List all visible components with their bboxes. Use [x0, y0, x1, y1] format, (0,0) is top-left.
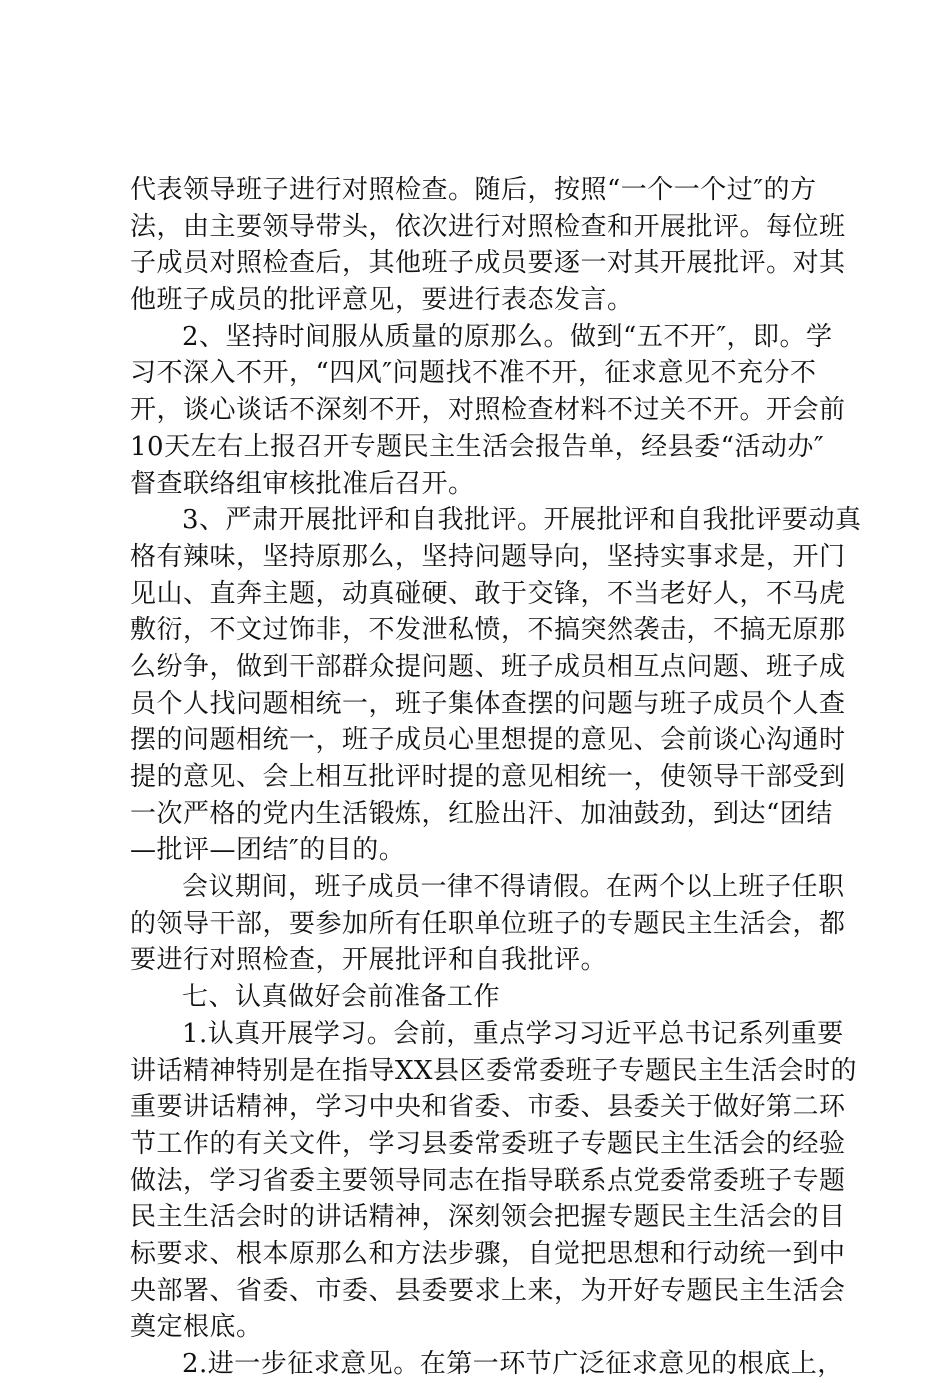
text-line: 重要讲话精神，学习中央和省委、市委、县委关于做好第二环 — [130, 1092, 846, 1123]
paragraph-start-line: 2.进一步征求意见。在第一环节广泛征求意见的根底上， — [182, 1349, 844, 1379]
text-line: 摆的问题相统一，班子成员心里想提的意见、会前谈心沟通时 — [130, 725, 846, 756]
text-line: 节工作的有关文件，学习县委常委班子专题民主生活会的经验 — [130, 1128, 846, 1159]
text-line: 做法，学习省委主要领导同志在指导联系点党委常委班子专题 — [130, 1165, 846, 1196]
text-line: 敷衍，不文过饰非，不发泄私愤，不搞突然袭击，不搞无原那 — [130, 615, 846, 646]
text-line: 一次严格的党内生活锻炼，红脸出汗、加油鼓劲，到达“团结 — [130, 798, 833, 829]
text-line: 他班子成员的批评意见，要进行表态发言。 — [130, 285, 634, 316]
text-line: 员个人找问题相统一，班子集体查摆的问题与班子成员个人查 — [130, 688, 846, 719]
text-line: 格有辣味，坚持原那么，坚持问题导向，坚持实事求是，开门 — [130, 541, 846, 572]
paragraph-start-line: 会议期间，班子成员一律不得请假。在两个以上班子任职 — [182, 872, 845, 903]
text-line: 的领导干部，要参加所有任职单位班子的专题民主生活会，都 — [130, 908, 846, 939]
paragraph-start-line: 2、坚持时间服从质量的原那么。做到“五不开″，即。学 — [182, 321, 833, 352]
text-line: 督查联络组审核批准后召开。 — [130, 468, 475, 499]
section-heading: 七、认真做好会前准备工作 — [182, 982, 501, 1013]
text-line: 开，谈心谈话不深刻不开，对照检查材料不过关不开。开会前 — [130, 395, 846, 426]
paragraph-start-line: 3、严肃开展批评和自我批评。开展批评和自我批评要动真 — [182, 505, 862, 536]
text-line: 子成员对照检查后，其他班子成员要逐一对其开展批评。对其 — [130, 248, 846, 279]
text-line: 习不深入不开，“四风″问题找不准不开，征求意见不充分不 — [130, 358, 817, 389]
text-line: 么纷争，做到干部群众提问题、班子成员相互点问题、班子成 — [130, 651, 846, 682]
text-line: 标要求、根本原那么和方法步骤，自觉把思想和行动统一到中 — [130, 1238, 846, 1269]
text-line: 奠定根底。 — [130, 1312, 263, 1343]
text-line: 讲话精神特别是在指导XX县区委常委班子专题民主生活会时的 — [130, 1055, 858, 1086]
text-line: 见山、直奔主题，动真碰硬、敢于交锋，不当老好人，不马虎 — [130, 578, 846, 609]
paragraph-start-line: 1.认真开展学习。会前，重点学习习近平总书记系列重要 — [182, 1018, 844, 1049]
text-line: 民主生活会时的讲话精神，深刻领会把握专题民主生活会的目 — [130, 1202, 846, 1233]
text-line: 提的意见、会上相互批评时提的意见相统一，使领导干部受到 — [130, 762, 846, 792]
body-text — [130, 172, 862, 1383]
text-line: 法，由主要领导带头，依次进行对照检查和开展批评。每位班 — [130, 211, 846, 242]
text-line: 10天左右上报召开专题民主生活会报告单，经县委“活动办″ — [130, 431, 825, 462]
text-line: 央部署、省委、市委、县委要求上来，为开好专题民主生活会 — [130, 1275, 846, 1306]
text-line: 代表领导班子进行对照检查。随后，按照“一个一个过″的方 — [130, 175, 817, 205]
text-line: —批评—团结″的目的。 — [130, 835, 406, 866]
text-line: 要进行对照检查，开展批评和自我批评。 — [130, 945, 608, 976]
